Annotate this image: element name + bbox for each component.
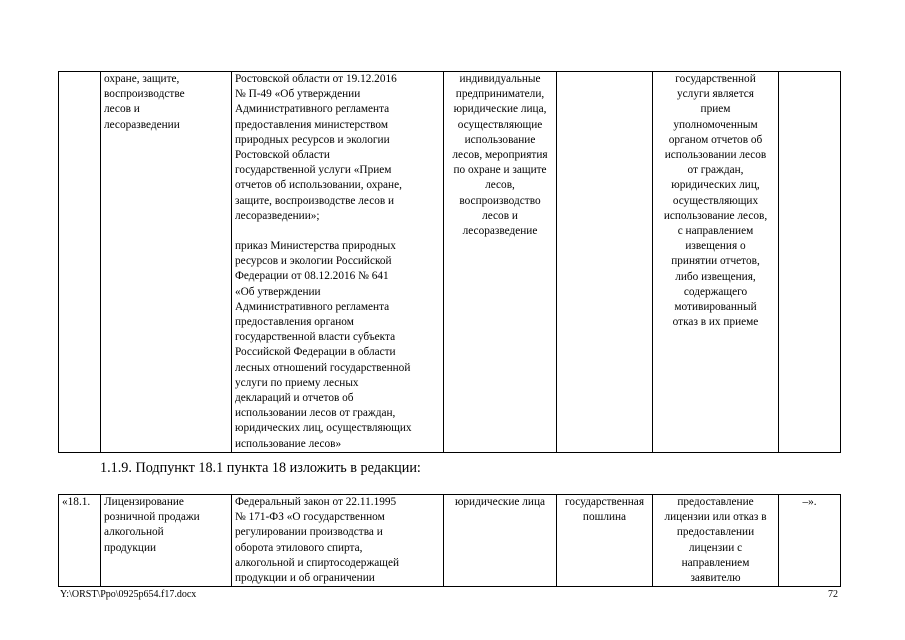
footer-file-path: Y:\ORST\Ppo\0925p654.f17.docx	[60, 589, 197, 600]
cell-number	[59, 72, 101, 453]
table-amendment	[58, 494, 841, 587]
cell-note	[779, 72, 841, 453]
page-number: 72	[828, 589, 838, 600]
amendment-heading: 1.1.9. Подпункт 18.1 пункта 18 изложить в редакции:	[100, 460, 421, 476]
table-row	[59, 495, 841, 587]
cell-result: предоставление лицензии или отказ в предоставлении лицензии с направлением заявителю	[653, 495, 779, 587]
cell-note: –».	[779, 495, 841, 587]
legal-basis-part1: Ростовской области от 19.12.2016 № П-49 «Об утверждении Административного регламента предоставления министерством природных ресурсов и экологии Ростовской области государственной услуги «Прием отчетов об использовании, охране, защите, воспроизводстве лесов и лесоразведении»;	[235, 73, 402, 222]
cell-legal-basis	[232, 72, 444, 453]
cell-legal-basis: Федеральный закон от 22.11.1995 № 171-ФЗ «О государственном регулировании производства и оборота этилового спирта, алкогольной и спиртосодержащей продукции и об ограничении	[232, 495, 444, 587]
cell-service-name: охране, защите, воспроизводстве лесов и лесоразведении	[101, 72, 232, 453]
cell-service-name: Лицензирование розничной продажи алкогольной продукции	[101, 495, 232, 587]
cell-fee	[557, 72, 653, 453]
legal-basis-part2: приказ Министерства природных ресурсов и экологии Российской Федерации от 08.12.2016 № 641 «Об утверждении Административного регламента предоставления органом государственной власти субъекта Российской Федерации в области лесных отношений государственной услуги по приему лесных деклараций и отчетов об использовании лесов от граждан, юридических лиц, осуществляющих использование лесов»	[235, 240, 412, 450]
cell-applicants: юридические лица	[444, 495, 557, 587]
cell-applicants: индивидуальные предприниматели, юридические лица, осуществляющие использование лесов, мероприятия по охране и защите лесов, воспроизводство лесов и лесоразведение	[444, 72, 557, 453]
table-row	[59, 72, 841, 453]
cell-fee: государственная пошлина	[557, 495, 653, 587]
table-continuation	[58, 71, 841, 453]
cell-result: государственной услуги является прием уполномоченным органом отчетов об использовании лесов от граждан, юридических лиц, осуществляющих использование лесов, с направлением извещения о принятии отчетов, либо извещения, содержащего мотивированный отказ в их приеме	[653, 72, 779, 453]
cell-number: «18.1.	[59, 495, 101, 587]
